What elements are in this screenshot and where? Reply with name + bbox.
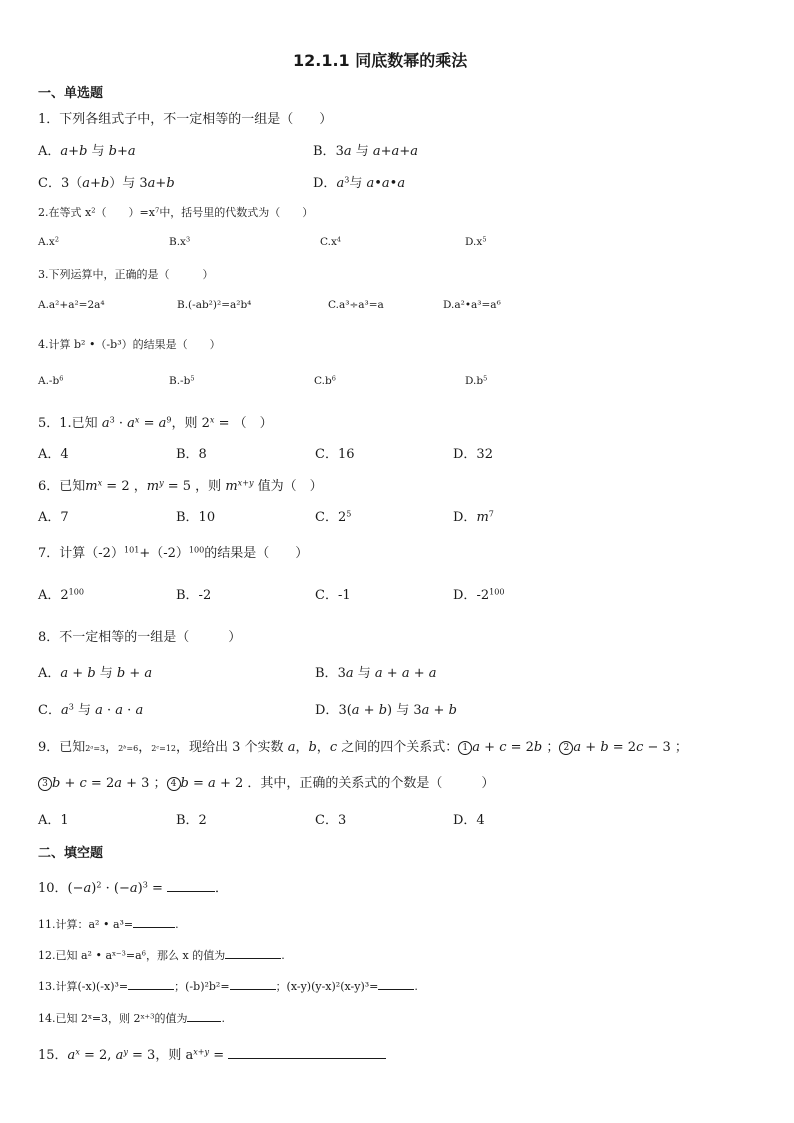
answer-blank[interactable] [167, 878, 215, 892]
question-text: 值为（ ） [257, 479, 323, 494]
option-label: D.b [465, 375, 484, 387]
question-text: ；(x-y)(y-x)²(x-y)³= [275, 980, 379, 993]
question-text: =3，则 2 [91, 1012, 141, 1025]
punctuation: . [414, 980, 418, 993]
q2-option-a: $A.x^2$ [38, 235, 59, 248]
option-label: D． [315, 703, 339, 718]
option-label: A． [38, 144, 61, 159]
question-number: 8． [38, 630, 60, 645]
q4-option-a: $A.-b^6$ [38, 374, 64, 387]
q7-option-a: A．$2^{100}$ [38, 587, 85, 603]
question-11 [38, 914, 179, 932]
question-number: 7． [38, 546, 60, 561]
q7-option-b: B．-2 [176, 588, 212, 603]
question-12: 12.已知 a² • $a^{x-3}=a^6$，那么 x 的值为 . [38, 945, 285, 963]
question-4 [38, 336, 221, 352]
question-number: 4. [38, 338, 49, 351]
q9-option-c: C．3 [315, 813, 347, 828]
option-label: A.x [38, 236, 55, 248]
option-label: B． [315, 666, 338, 681]
option-label: C． [38, 703, 61, 718]
question-7: 7．计算$(-2)^{101}+(-2)^{100}$的结果是（ ） [38, 545, 309, 561]
question-text: 已知 [59, 479, 86, 494]
q8-option-b: B．3a 与 a + a + a [315, 666, 437, 681]
option-label: B.x [169, 236, 186, 248]
q1-option-b: B．3a 与 a+a+a [313, 144, 418, 159]
question-number: 1． [38, 112, 60, 127]
question-text: 计算（-2） [59, 546, 124, 561]
q3-option-d: D.a²•a³=a⁶ [443, 299, 501, 311]
question-5: 5．1.已知 $a^3 \cdot a^x = a^9$，则 $2^x$ = （ ） [38, 415, 273, 431]
question-number: 2. [38, 206, 49, 219]
question-text: 的值为 [154, 1012, 188, 1025]
q1-option-c: C．3（a+b）与 3a+b [38, 176, 175, 191]
question-text: 11.计算：a² • a³= [38, 918, 134, 931]
q6-option-b: B．10 [176, 510, 216, 525]
q9-option-b: B．2 [176, 813, 207, 828]
option-label: C.b [314, 375, 332, 387]
question-6: 6．已知$m^x = 2$ ，$m^y = 5$ ，则 $m^{x+y}$ 值为（ ） [38, 478, 323, 494]
option-label: C.x [320, 236, 337, 248]
circled-3-icon: 3 [38, 777, 52, 791]
question-text: ．其中，正确的关系式的个数是（ ） [247, 776, 495, 791]
option-label: D． [453, 510, 477, 525]
question-text: 下列运算中，正确的是（ ） [48, 268, 214, 281]
question-text: 中，括号里的代数式为（ ） [159, 206, 314, 219]
option-label: C． [38, 176, 61, 191]
q1-option-a: A．a+b 与 b+a [38, 144, 136, 159]
q2-option-b: $B.x^3$ [169, 235, 191, 248]
question-3 [38, 266, 214, 282]
q5-option-b: B．8 [176, 447, 207, 462]
section-heading-single-choice: 一、单选题 [38, 86, 104, 101]
question-text: 下列各组式子中，不一定相等的一组是（ ） [59, 112, 333, 127]
question-13 [38, 976, 418, 994]
question-15: 15．$a^x = 2$, $a^y = 3$，则 $a^{x+y}$ = [38, 1044, 386, 1063]
question-text: =a [125, 949, 142, 962]
section-heading-fill-in: 二、填空题 [38, 846, 104, 861]
answer-blank[interactable] [228, 1045, 386, 1059]
answer-blank[interactable] [225, 945, 281, 959]
option-label: D.x [465, 236, 483, 248]
question-text: 的结果是（ ） [204, 546, 309, 561]
question-text: 计算 b² •（-b³）的结果是（ ） [48, 338, 221, 351]
question-number: 9． [38, 740, 60, 755]
question-8 [38, 626, 241, 645]
q6-option-c: C．$2^5$ [315, 509, 352, 525]
question-9-line-1: 9．已知$2^a=3$，$2^b=6$，$2^c=12$，现给出 3 个实数 a，b，c 之间的四个关系式： 1 a + c = 2b ； 2 a + b = 2c − 3 ； [38, 740, 688, 755]
answer-blank[interactable] [230, 976, 276, 990]
q7-option-c: C．-1 [315, 588, 351, 603]
q9-option-d: D．4 [453, 813, 485, 828]
question-text: （ ）=x [95, 206, 155, 219]
punctuation: ． [215, 881, 229, 896]
q3-option-b: B.(-ab²)²=a²b⁴ [177, 299, 252, 311]
q3-option-a: A.a²+a²=2a⁴ [38, 299, 105, 311]
q2-option-c: $C.x^4$ [320, 235, 342, 248]
question-text: +（-2） [139, 546, 189, 561]
question-text: ，则 [171, 416, 198, 431]
question-text: 14.已知 2 [38, 1012, 88, 1025]
question-text: 已知 [59, 740, 86, 755]
punctuation: . [175, 918, 179, 931]
q5-option-c: C．16 [315, 447, 355, 462]
question-text: 1.已知 [59, 416, 98, 431]
question-text: 在等式 x [48, 206, 92, 219]
q2-option-d: $D.x^5$ [465, 235, 487, 248]
q4-option-b: $B.-b^5$ [169, 374, 195, 387]
question-10: 10．$(-a)^2 \cdot (-a)^3$ = ． [38, 877, 228, 896]
question-14: 14.已知 $2^x=3$，则 $2^{x+3}$的值为 . [38, 1008, 225, 1026]
question-number: 3. [38, 268, 49, 281]
question-text: ，那么 x 的值为 [146, 949, 226, 962]
question-text: ，则 [155, 1048, 182, 1063]
question-number: 15． [38, 1048, 68, 1063]
q4-option-c: $C.b^6$ [314, 374, 336, 387]
question-2: 2.在等式 $x^2$（ ）$=x^7$中，括号里的代数式为（ ） [38, 206, 314, 219]
answer-blank[interactable] [187, 1008, 221, 1022]
circled-2-icon: 2 [559, 741, 573, 755]
option-label: A． [38, 588, 61, 603]
q4-option-d: $D.b^5$ [465, 374, 488, 387]
q1-option-d: D．$a^3$与 a•a•a [313, 175, 406, 191]
option-label: D． [313, 176, 337, 191]
q5-option-d: D．32 [453, 447, 493, 462]
option-label: D． [453, 588, 477, 603]
q6-option-d: D．$m^7$ [453, 509, 494, 525]
circled-1-icon: 1 [458, 741, 472, 755]
question-1 [38, 108, 332, 127]
punctuation: . [281, 949, 285, 962]
q6-option-a: A．7 [38, 510, 69, 525]
answer-blank[interactable] [378, 976, 414, 990]
page-title: 12.1.1 同底数幂的乘法 [293, 51, 468, 70]
q9-option-a: A．1 [38, 813, 69, 828]
option-label: B.-b [169, 375, 191, 387]
question-text: 12.已知 a² • a [38, 949, 112, 962]
q8-option-c: C．$a^3$ 与 a · a · a [38, 702, 144, 718]
question-text: 13.计算(-x)(-x)³= [38, 980, 129, 993]
q3-option-c: C.a³÷a³=a [328, 299, 384, 311]
q8-option-d: D．3(a + b) 与 3a + b [315, 703, 457, 718]
question-number: 10． [38, 881, 68, 896]
q5-option-a: A．4 [38, 447, 69, 462]
q7-option-d: D．$-2^{100}$ [453, 587, 505, 603]
circled-4-icon: 4 [167, 777, 181, 791]
option-label: A.-b [38, 375, 60, 387]
question-number: 5． [38, 416, 60, 431]
answer-blank[interactable] [128, 976, 174, 990]
question-text: ；(-b)²b²= [174, 980, 230, 993]
question-text: ，现给出 3 个实数 [176, 740, 284, 755]
option-label: C． [315, 510, 338, 525]
question-text: 之间的四个关系式： [341, 740, 459, 755]
punctuation: . [221, 1012, 225, 1025]
question-9-line-2: 3 b + c = 2a + 3 ； 4 b = a + 2 ．其中，正确的关系式的个数是（ ） [38, 772, 494, 791]
question-text: 不一定相等的一组是（ ） [59, 630, 242, 645]
answer-blank[interactable] [133, 914, 175, 928]
option-label: A． [38, 666, 61, 681]
q8-option-a: A．a + b 与 b + a [38, 666, 153, 681]
question-text: （ ） [233, 416, 273, 431]
option-label: B． [313, 144, 336, 159]
question-number: 6． [38, 479, 60, 494]
